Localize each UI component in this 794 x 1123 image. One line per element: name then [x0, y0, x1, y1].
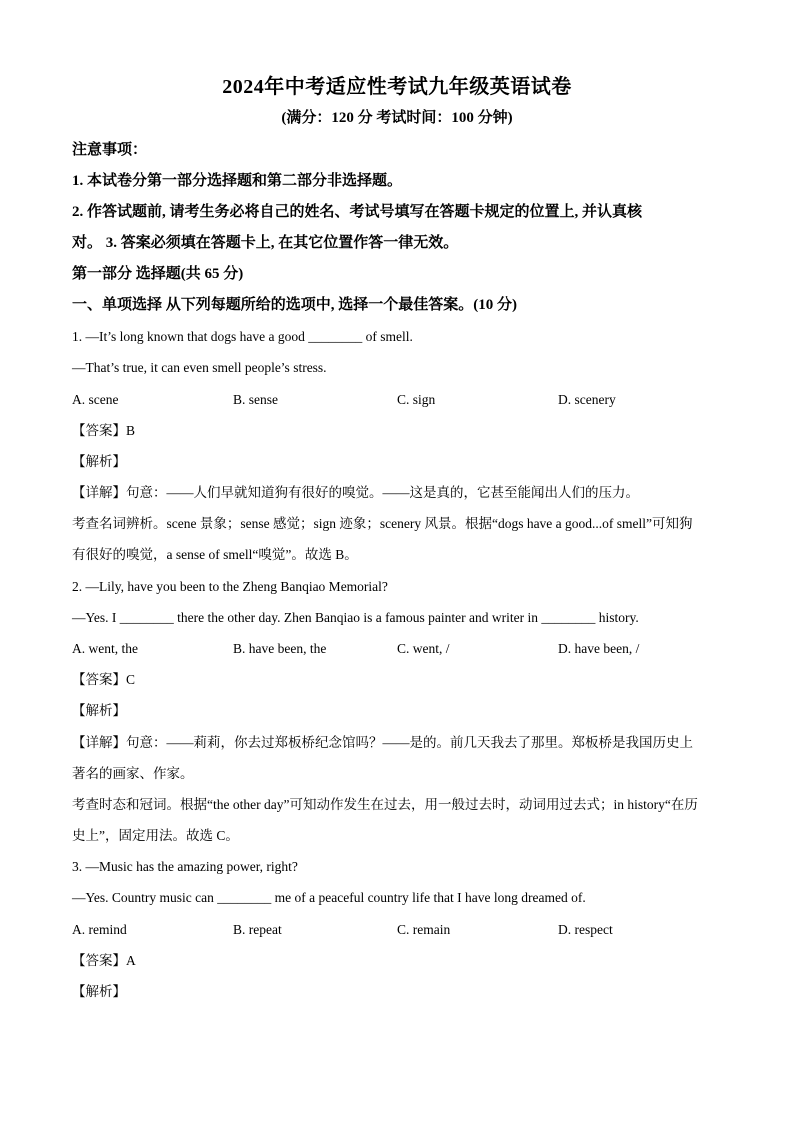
- notice-item-1: 1. 本试卷分第一部分选择题和第二部分非选择题。: [72, 173, 403, 189]
- question-2-option-a: A. went, the: [72, 641, 138, 656]
- question-3-option-a: A. remind: [72, 922, 127, 937]
- question-2-detail-4: 史上”，固定用法。故选 C。: [72, 828, 239, 843]
- question-3-reply: —Yes. Country music can ________ me of a peaceful country life that I have long dreamed of.: [72, 890, 586, 905]
- question-1-reply: —That’s true, it can even smell people’s stress.: [72, 360, 327, 375]
- question-1-detail-3: 有很好的嗅觉，a sense of smell“嗅觉”。故选 B。: [72, 547, 358, 562]
- question-2-detail-2: 著名的画家、作家。: [72, 766, 194, 781]
- question-2-option-b: B. have been, the: [233, 641, 327, 656]
- question-1-option-a: A. scene: [72, 392, 119, 407]
- question-2-detail-1: 【详解】句意：——莉莉，你去过郑板桥纪念馆吗？——是的。前几天我去了那里。郑板桥是我国历史上: [72, 735, 693, 750]
- question-2-stem: 2. —Lily, have you been to the Zheng Banqiao Memorial?: [72, 579, 388, 594]
- question-2-option-c: C. went, /: [397, 641, 450, 656]
- question-3-option-c: C. remain: [397, 922, 451, 937]
- question-1-answer: 【答案】B: [72, 423, 136, 438]
- question-2-analysis: 【解析】: [72, 703, 126, 718]
- notice-item-2b: 对。 3. 答案必须填在答题卡上, 在其它位置作答一律无效。: [72, 235, 459, 251]
- question-2-option-d: D. have been, /: [558, 641, 640, 656]
- notice-item-2a: 2. 作答试题前, 请考生务必将自己的姓名、考试号填写在答题卡规定的位置上, 并认真核: [72, 204, 643, 220]
- question-3-answer: 【答案】A: [72, 953, 136, 968]
- question-2-detail-3: 考查时态和冠词。根据“the other day”可知动作发生在过去，用一般过去时，动词用过去式；in history“在历: [72, 797, 698, 812]
- question-2-reply: —Yes. I ________ there the other day. Zhen Banqiao is a famous painter and writer in ________ history.: [72, 610, 639, 625]
- section-part: 第一部分 选择题(共 65 分): [72, 266, 244, 282]
- question-3-analysis: 【解析】: [72, 984, 126, 999]
- question-1-option-d: D. scenery: [558, 392, 616, 407]
- question-2-answer: 【答案】C: [72, 672, 136, 687]
- question-1-detail-2: 考查名词辨析。scene 景象；sense 感觉；sign 迹象；scenery 风景。根据“dogs have a good...of smell”可知狗: [72, 516, 693, 531]
- section-task: 一、单项选择 从下列每题所给的选项中, 选择一个最佳答案。(10 分): [72, 297, 517, 313]
- question-1-option-b: B. sense: [233, 392, 278, 407]
- question-3-stem: 3. —Music has the amazing power, right?: [72, 859, 298, 874]
- page-subtitle: (满分：120 分 考试时间：100 分钟): [281, 110, 513, 126]
- question-1-analysis: 【解析】: [72, 454, 126, 469]
- page-title: 2024年中考适应性考试九年级英语试卷: [222, 76, 572, 98]
- question-3-option-d: D. respect: [558, 922, 613, 937]
- question-1-detail-1: 【详解】句意：——人们早就知道狗有很好的嗅觉。——这是真的，它甚至能闻出人们的压力。: [72, 485, 639, 500]
- notice-heading: 注意事项：: [72, 142, 148, 158]
- question-1-stem: 1. —It’s long known that dogs have a good ________ of smell.: [72, 329, 413, 344]
- question-1-option-c: C. sign: [397, 392, 436, 407]
- question-3-option-b: B. repeat: [233, 922, 282, 937]
